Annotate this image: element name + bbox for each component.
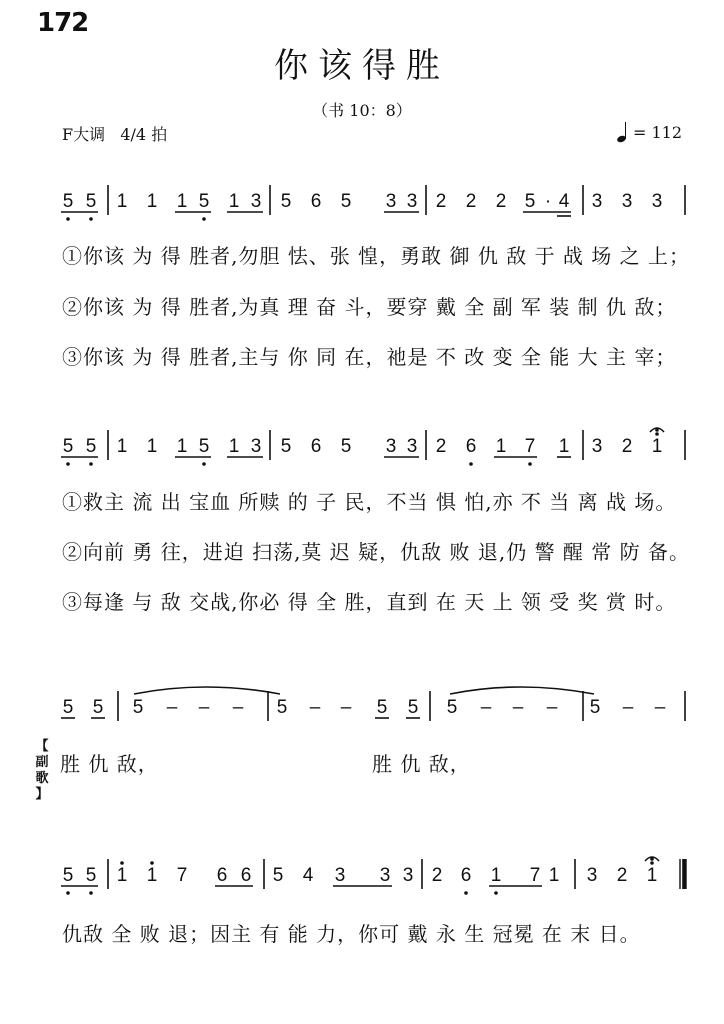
note-s1-2: 5 bbox=[85, 191, 97, 212]
note-s2-16: 1 bbox=[495, 436, 507, 457]
low-dot-s4-1 bbox=[66, 891, 70, 895]
chorus-lyric-b: 胜 仇 敌， bbox=[372, 752, 471, 776]
note-s2-6: 5 bbox=[198, 436, 210, 457]
note-s4-18: 3 bbox=[586, 865, 598, 886]
note-s4-16: 7 bbox=[529, 865, 541, 886]
note-s3-15: – bbox=[546, 697, 558, 718]
high-dot-s4-3 bbox=[120, 861, 124, 865]
note-s4-17: 1 bbox=[548, 865, 560, 886]
low-dot-s4-15 bbox=[494, 891, 498, 895]
note-s1-4: 1 bbox=[146, 191, 158, 212]
high-dot-s2-21 bbox=[655, 432, 659, 436]
note-s1-21: 3 bbox=[621, 191, 633, 212]
note-s2-15: 6 bbox=[465, 436, 477, 457]
tie-chorus-1 bbox=[134, 687, 280, 694]
note-s3-16: 5 bbox=[589, 697, 601, 718]
tempo-value: = 112 bbox=[632, 122, 682, 142]
low-dot-s1-1 bbox=[66, 217, 70, 221]
note-s4-19: 2 bbox=[616, 865, 628, 886]
note-s1-18: · bbox=[544, 191, 552, 212]
note-s2-14: 2 bbox=[435, 436, 447, 457]
lyric-verse3-line2: ③每逢 与 敌 交战,你必 得 全 胜，直到 在 天 上 领 受 奖 赏 时。 bbox=[62, 590, 677, 614]
note-s1-15: 2 bbox=[465, 191, 477, 212]
note-s1-19: 4 bbox=[558, 191, 570, 212]
note-s1-5: 1 bbox=[176, 191, 188, 212]
note-s1-13: 3 bbox=[406, 191, 418, 212]
note-s2-1: 5 bbox=[62, 436, 74, 457]
note-s3-14: – bbox=[512, 697, 524, 718]
low-dot-s2-1 bbox=[66, 462, 70, 466]
lyric-verse2-line2: ②向前 勇 往，进迫 扫荡,莫 迟 疑，仇敌 败 退,仍 警 醒 常 防 备。 bbox=[62, 540, 691, 564]
note-s1-12: 3 bbox=[385, 191, 397, 212]
note-s1-8: 3 bbox=[250, 191, 262, 212]
note-s1-7: 1 bbox=[228, 191, 240, 212]
note-s4-11: 3 bbox=[379, 865, 391, 886]
high-dot-s4-20 bbox=[650, 861, 654, 865]
fermata-dot-s2 bbox=[655, 428, 659, 432]
note-s3-9: – bbox=[340, 697, 352, 718]
note-s4-10: 3 bbox=[334, 865, 346, 886]
low-dot-s2-6 bbox=[202, 462, 206, 466]
note-s3-3: 5 bbox=[132, 697, 144, 718]
chorus-tag-char1: 副 bbox=[35, 755, 49, 770]
key-signature: F大调 4/4 拍 bbox=[62, 125, 168, 144]
low-dot-s2-17 bbox=[528, 462, 532, 466]
note-s4-14: 6 bbox=[460, 865, 472, 886]
chorus-lyric-a: 胜 仇 敌， bbox=[60, 752, 159, 776]
note-s4-8: 5 bbox=[272, 865, 284, 886]
note-s3-10: 5 bbox=[376, 697, 388, 718]
lyric-verse1-line2: ①救主 流 出 宝血 所赎 的 子 民，不当 惧 怕,亦 不 当 离 战 场。 bbox=[62, 490, 677, 514]
note-s2-18: 1 bbox=[558, 436, 570, 457]
note-s2-10: 6 bbox=[310, 436, 322, 457]
note-s2-7: 1 bbox=[228, 436, 240, 457]
note-s3-18: – bbox=[654, 697, 666, 718]
lyric-verse1-line1: ①你该 为 得 胜者,勿胆 怯、张 惶，勇敢 御 仇 敌 于 战 场 之 上； bbox=[62, 244, 691, 268]
chorus-tag-char2: 歌 bbox=[35, 771, 49, 786]
note-s2-3: 1 bbox=[116, 436, 128, 457]
note-s4-7: 6 bbox=[240, 865, 252, 886]
low-dot-s1-6 bbox=[202, 217, 206, 221]
lyric-verse3-line1: ③你该 为 得 胜者,主与 你 同 在，祂是 不 改 变 全 能 大 主 宰； bbox=[62, 345, 677, 369]
note-s2-21: 1 bbox=[651, 436, 663, 457]
scripture-reference: （书 10：8） bbox=[312, 101, 412, 120]
note-s2-11: 5 bbox=[340, 436, 352, 457]
note-s4-5: 7 bbox=[176, 865, 188, 886]
page-number: 172 bbox=[37, 8, 89, 38]
low-dot-s4-2 bbox=[89, 891, 93, 895]
note-s2-20: 2 bbox=[621, 436, 633, 457]
note-s2-9: 5 bbox=[280, 436, 292, 457]
lyric-final-line: 仇敌 全 败 退；因主 有 能 力，你可 戴 永 生 冠冕 在 末 日。 bbox=[62, 922, 641, 946]
note-s1-14: 2 bbox=[435, 191, 447, 212]
note-s3-8: – bbox=[309, 697, 321, 718]
note-s3-11: 5 bbox=[407, 697, 419, 718]
note-s1-9: 5 bbox=[280, 191, 292, 212]
note-s3-7: 5 bbox=[276, 697, 288, 718]
note-s1-17: 5 bbox=[524, 191, 536, 212]
low-dot-s2-2 bbox=[89, 462, 93, 466]
high-dot-s4-4 bbox=[150, 861, 154, 865]
note-s3-2: 5 bbox=[92, 697, 104, 718]
note-s1-6: 5 bbox=[198, 191, 210, 212]
note-s4-3: 1 bbox=[116, 865, 128, 886]
note-s1-1: 5 bbox=[62, 191, 74, 212]
note-s4-15: 1 bbox=[490, 865, 502, 886]
note-s1-20: 3 bbox=[591, 191, 603, 212]
note-s3-1: 5 bbox=[62, 697, 74, 718]
note-s2-12: 3 bbox=[385, 436, 397, 457]
low-dot-s4-14 bbox=[464, 891, 468, 895]
note-s4-13: 2 bbox=[431, 865, 443, 886]
low-dot-s2-15 bbox=[469, 462, 473, 466]
note-s2-5: 1 bbox=[176, 436, 188, 457]
chorus-tag-close: 】 bbox=[35, 787, 49, 802]
note-s2-13: 3 bbox=[406, 436, 418, 457]
note-s3-6: – bbox=[232, 697, 244, 718]
tie-chorus-2 bbox=[450, 687, 594, 694]
note-s3-4: – bbox=[166, 697, 178, 718]
note-s2-19: 3 bbox=[591, 436, 603, 457]
fermata-dot-s4 bbox=[650, 857, 654, 861]
note-s3-13: – bbox=[480, 697, 492, 718]
note-s4-9: 4 bbox=[302, 865, 314, 886]
note-s2-2: 5 bbox=[85, 436, 97, 457]
note-s4-1: 5 bbox=[62, 865, 74, 886]
note-s1-10: 6 bbox=[310, 191, 322, 212]
note-s4-4: 1 bbox=[146, 865, 158, 886]
note-s2-8: 3 bbox=[250, 436, 262, 457]
note-s1-3: 1 bbox=[116, 191, 128, 212]
note-s1-22: 3 bbox=[651, 191, 663, 212]
low-dot-s1-2 bbox=[89, 217, 93, 221]
note-s3-17: – bbox=[622, 697, 634, 718]
note-s1-16: 2 bbox=[495, 191, 507, 212]
chorus-tag bbox=[34, 739, 50, 803]
note-s2-17: 7 bbox=[524, 436, 536, 457]
lyric-verse2-line1: ②你该 为 得 胜者,为真 理 奋 斗，要穿 戴 全 副 军 装 制 仇 敌； bbox=[62, 295, 677, 319]
note-s2-4: 1 bbox=[146, 436, 158, 457]
note-s3-5: – bbox=[198, 697, 210, 718]
note-s1-11: 5 bbox=[340, 191, 352, 212]
note-s4-2: 5 bbox=[85, 865, 97, 886]
note-s4-20: 1 bbox=[646, 865, 658, 886]
note-s4-12: 3 bbox=[402, 865, 414, 886]
hymn-title: 你该得胜 bbox=[274, 46, 450, 86]
note-s3-12: 5 bbox=[446, 697, 458, 718]
chorus-tag-open: 【 bbox=[35, 739, 49, 754]
note-s4-6: 6 bbox=[216, 865, 228, 886]
